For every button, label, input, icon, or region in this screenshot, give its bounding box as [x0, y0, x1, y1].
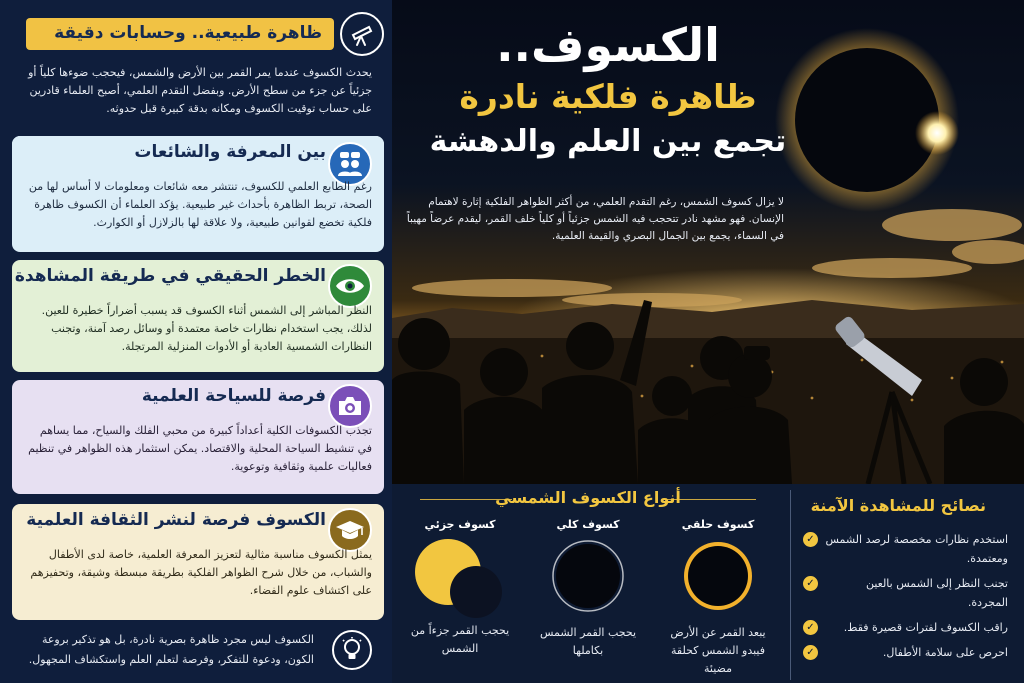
title-line-3: تجمع بين العلم والدهشة — [429, 124, 787, 159]
card-title: ظاهرة طبيعية.. وحسابات دقيقة — [54, 23, 322, 43]
telescope-icon — [340, 12, 384, 56]
tip-text: احرص على سلامة الأطفال. — [882, 646, 1008, 659]
lightbulb-icon — [332, 630, 372, 670]
title-line-1: الكسوف.. — [496, 18, 720, 72]
total-eclipse-icon — [548, 536, 628, 616]
footer-note — [12, 626, 384, 678]
card-natural-phenomenon — [12, 12, 384, 128]
eclipse-type-annular — [658, 518, 778, 678]
left-column — [0, 0, 392, 683]
card-title: فرصة للسياحة العلمية — [141, 386, 326, 406]
hero-title — [408, 16, 808, 164]
card-text: النظر المباشر إلى الشمس أثناء الكسوف قد يسبب أضراراً خطيرة للعين. لذلك، يجب استخدام نظارات خاصة معتمدة أو وسائل رصد آمنة، وتجنب النظارات الشمسية العادية أو الأدوات المنزلية المرتجلة. — [41, 304, 372, 353]
check-icon: ✓ — [803, 620, 818, 635]
card-text: تجذب الكسوفات الكلية أعداداً كبيرة من محبي الفلك والسياح، مما يساهم في تنشيط السياحة المحلية والاقتصاد. يمكن استثمار هذه الظواهر في تنظيم فعاليات علمية وثقافية وتوعوية. — [28, 424, 372, 473]
tips-title: نصائح للمشاهدة الآمنة — [810, 496, 986, 515]
eclipse-types-section — [398, 484, 778, 683]
card-science-culture — [12, 504, 384, 620]
section-title: أنواع الكسوف الشمسي — [495, 488, 681, 507]
tip-item — [803, 530, 1008, 568]
check-icon: ✓ — [803, 576, 818, 591]
eclipse-type-desc: يحجب القمر الشمس بكاملها — [539, 626, 637, 657]
eclipse-type-label: كسوف جزئي — [424, 518, 496, 531]
card-knowledge-rumors — [12, 136, 384, 252]
tips-list — [803, 530, 1008, 668]
tip-text: استخدم نظارات مخصصة لرصد الشمس ومعتمدة. — [825, 533, 1008, 565]
card-title: الخطر الحقيقي في طريقة المشاهدة — [14, 266, 326, 286]
card-real-danger — [12, 260, 384, 372]
check-icon: ✓ — [803, 645, 818, 660]
card-title: بين المعرفة والشائعات — [134, 142, 326, 162]
eclipse-type-desc: يبعد القمر عن الأرض فيبدو الشمس كحلقة مضيئة — [670, 626, 766, 675]
tip-text: تجنب النظر إلى الشمس بالعين المجردة. — [865, 577, 1008, 609]
partial-eclipse-icon — [410, 536, 510, 622]
tip-text: راقب الكسوف لفترات قصيرة فقط. — [843, 621, 1008, 634]
card-text: يحدث الكسوف عندما يمر القمر بين الأرض والشمس، فيحجب ضوءها كلياً أو جزئياً عن جزء من سطح الأرض. وبفضل التقدم العلمي، أصبح العلماء قادرين على حساب توقيت الكسوف ومكانه بدقة كبيرة قبل حدوثه. — [28, 66, 372, 115]
sun-flare — [915, 111, 959, 155]
card-text: رغم الطابع العلمي للكسوف، تنتشر معه شائعات ومعلومات لا أساس لها من الصحة، تربط الظاهرة بأحداث غير طبيعية. يؤكد العلماء أن الكسوف ظاهرة فلكية تخضع لقوانين طبيعية، ولا علاقة لها بالزلازل أو الكوارث. — [28, 180, 372, 229]
tip-item — [803, 574, 1008, 612]
check-icon: ✓ — [803, 532, 818, 547]
eclipse-moon — [795, 48, 939, 192]
safe-viewing-tips — [790, 490, 1020, 680]
annular-eclipse-icon — [678, 536, 758, 616]
tip-item — [803, 618, 1008, 637]
card-title: الكسوف فرصة لنشر الثقافة العلمية — [26, 510, 326, 530]
eclipse-type-desc: يحجب القمر جزءاً من الشمس — [410, 624, 510, 655]
tip-item — [803, 643, 1008, 662]
card-header — [26, 18, 334, 50]
eclipse-type-label: كسوف كلي — [556, 518, 620, 531]
hero-intro-text: لا يزال كسوف الشمس، رغم التقدم العلمي، من أكثر الظواهر الفلكية إثارة لاهتمام الإنسان. فهو مشهد نادر تتحجب فيه الشمس جزئياً أو كلياً خلف القمر، ليقدم عرضاً مهيباً في السماء، يجمع بين الجمال البصري والقيمة العلمية. — [406, 196, 784, 242]
eclipse-type-label: كسوف حلقي — [681, 518, 755, 531]
card-science-tourism — [12, 380, 384, 494]
eclipse-type-total — [528, 518, 648, 660]
footer-note-text: الكسوف ليس مجرد ظاهرة بصرية نادرة، بل هو تذكير بروعة الكون، ودعوة للتفكر، وفرصة لتعلم العلم واستكشاف المجهول. — [28, 633, 314, 666]
hero-image — [392, 0, 1024, 484]
title-line-2: ظاهرة فلكية نادرة — [459, 77, 757, 116]
card-text: يمثل الكسوف مناسبة مثالية لتعزيز المعرفة العلمية، خاصة لدى الأطفال والشباب، من خلال شرح الظواهر الفلكية بطريقة مبسطة وشيقة، وتحفيزهم على اكتشاف علوم الفضاء. — [30, 548, 372, 597]
eclipse-type-partial — [400, 518, 520, 658]
